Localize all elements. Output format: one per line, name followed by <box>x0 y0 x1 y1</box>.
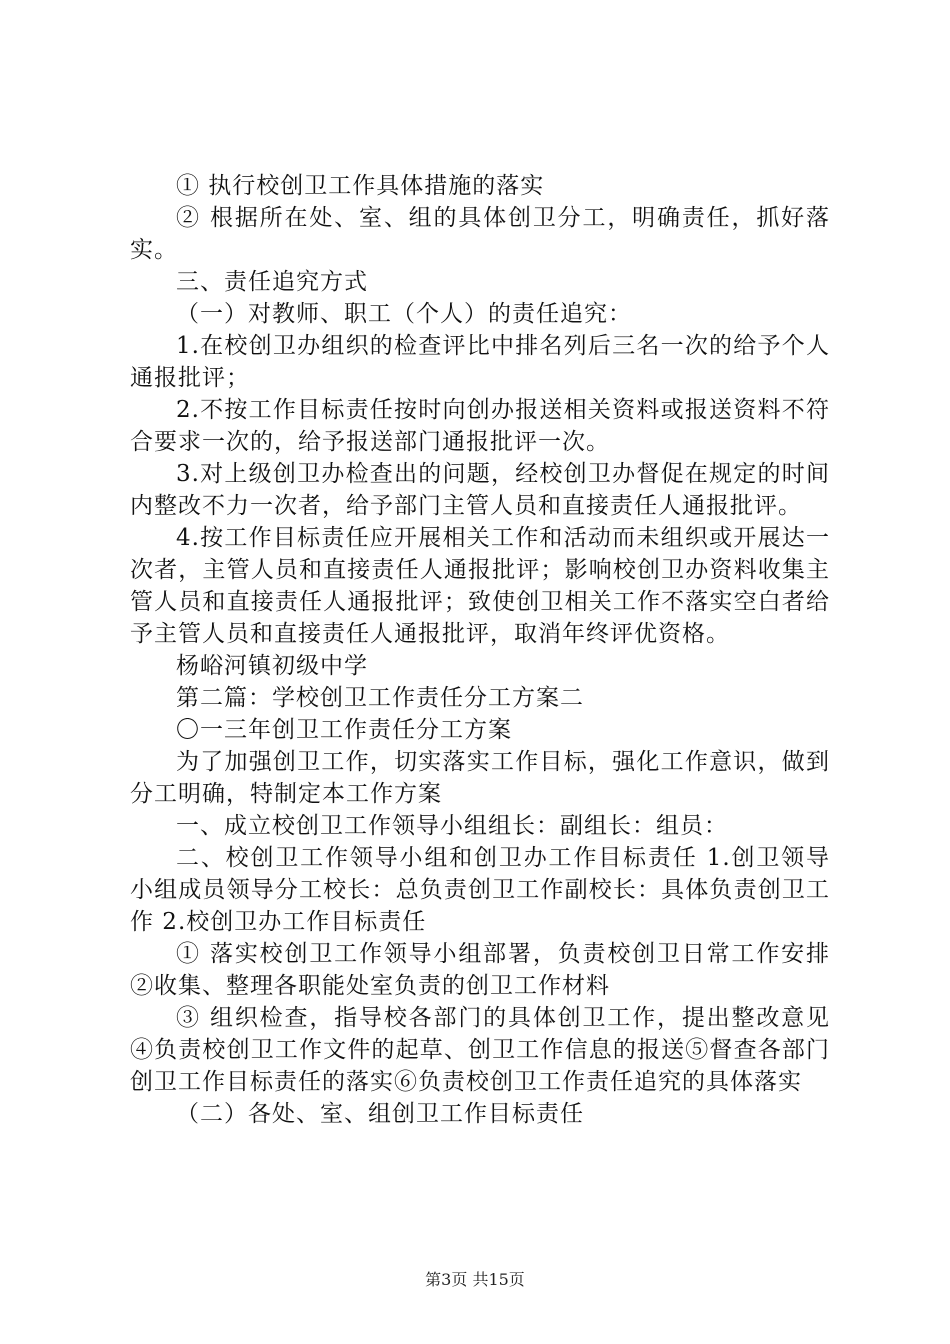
subsection-heading: （二）各处、室、组创卫工作目标责任 <box>176 1101 584 1127</box>
paragraph: 2.不按工作目标责任按时向创办报送相关资料或报送资料不符合要求一次的，给予报送部门通报批评一次。 <box>130 397 830 455</box>
paragraph: ② 根据所在处、室、组的具体创卫分工，明确责任，抓好落实。 <box>130 205 830 263</box>
signature-line: 杨峪河镇初级中学 <box>176 653 368 679</box>
paragraph: 一、成立校创卫工作领导小组组长：副组长：组员： <box>176 813 728 839</box>
paragraph: ① 落实校创卫工作领导小组部署，负责校创卫日常工作安排②收集、整理各职能处室负责的创卫工作材料 <box>130 941 830 999</box>
subsection-heading: （一）对教师、职工（个人）的责任追究： <box>176 301 632 327</box>
paragraph: 二、校创卫工作领导小组和创卫办工作目标责任 1.创卫领导小组成员领导分工校长：总负责创卫工作副校长：具体负责创卫工作 2.校创卫办工作目标责任 <box>130 845 830 935</box>
paragraph: 4.按工作目标责任应开展相关工作和活动而未组织或开展达一次者，主管人员和直接责任人通报批评；影响校创卫办资料收集主管人员和直接责任人通报批评；致使创卫相关工作不落实空白者给予主管人员和直接责任人通报批评，取消年终评优资格。 <box>130 525 830 647</box>
paragraph: 1.在校创卫办组织的检查评比中排名列后三名一次的给予个人通报批评； <box>130 333 830 391</box>
paragraph: 为了加强创卫工作，切实落实工作目标，强化工作意识，做到分工明确，特制定本工作方案 <box>130 749 830 807</box>
plan-title: 〇一三年创卫工作责任分工方案 <box>176 717 512 743</box>
section-heading: 三、责任追究方式 <box>176 269 368 295</box>
page-number: 第3页 共15页 <box>425 1270 525 1289</box>
paragraph: ① 执行校创卫工作具体措施的落实 <box>176 173 545 199</box>
document-body <box>130 170 830 1130</box>
paragraph: ③ 组织检查，指导校各部门的具体创卫工作，提出整改意见④负责校创卫工作文件的起草、创卫工作信息的报送⑤督查各部门创卫工作目标责任的落实⑥负责校创卫工作责任追究的具体落实 <box>130 1005 830 1095</box>
chapter-title: 第二篇：学校创卫工作责任分工方案二 <box>176 685 584 711</box>
paragraph: 3.对上级创卫办检查出的问题，经校创卫办督促在规定的时间内整改不力一次者，给予部门主管人员和直接责任人通报批评。 <box>130 461 830 519</box>
